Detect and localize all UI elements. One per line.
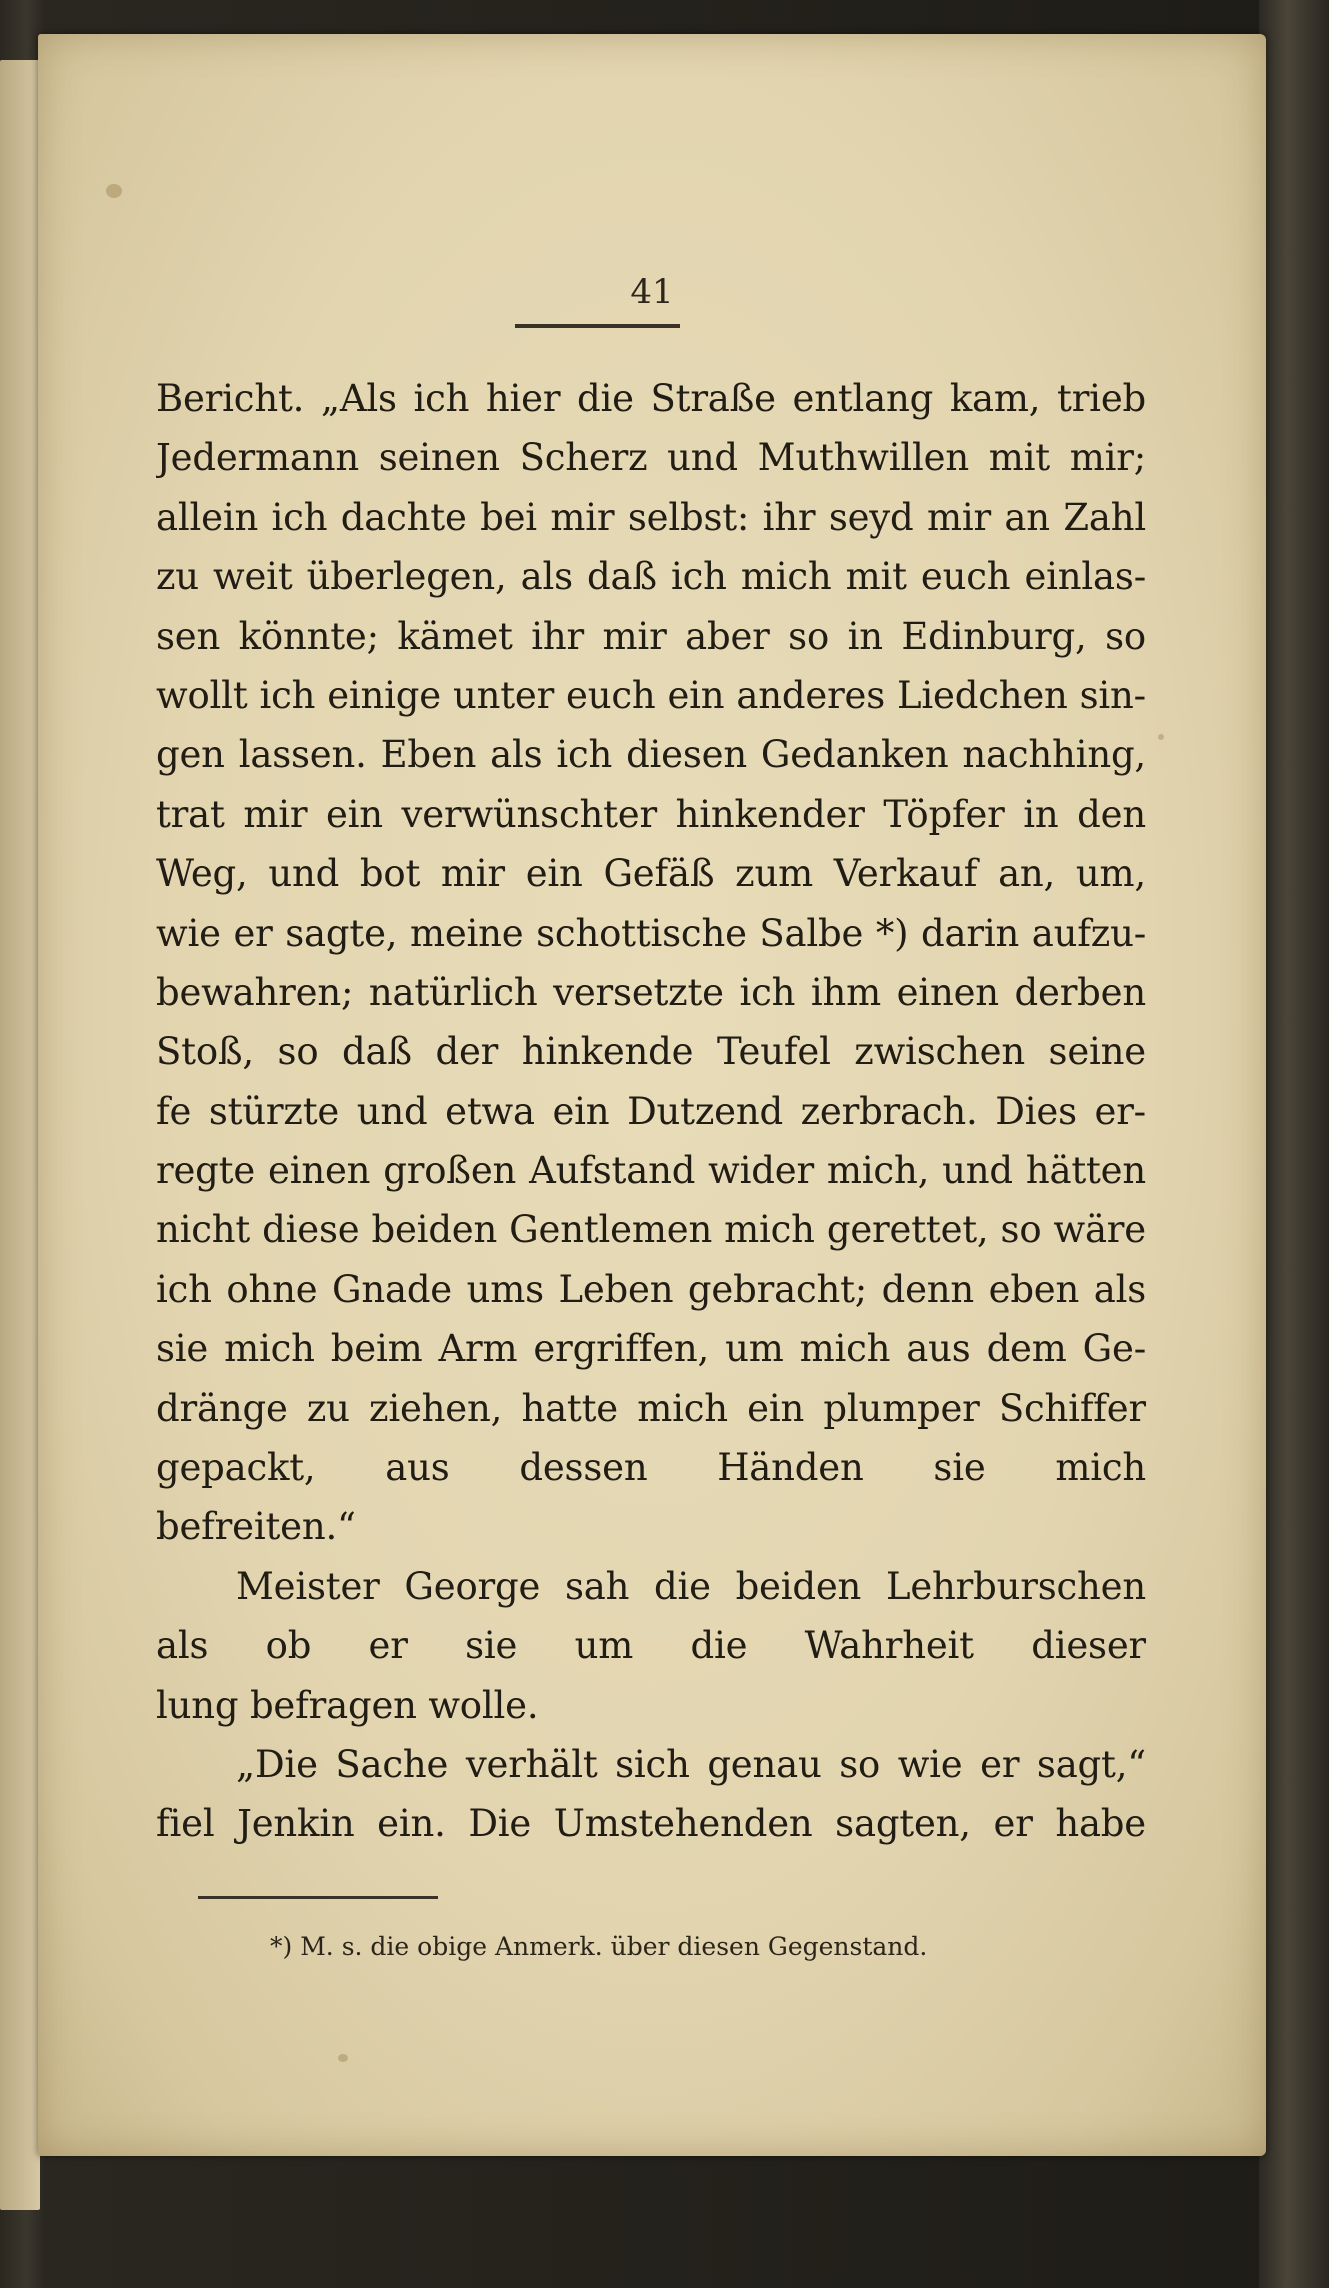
text-line: wie er sagte, meine schottische Salbe *) darin aufzu- xyxy=(156,911,1146,955)
text-line: sie mich beim Arm ergriffen, um mich aus dem Ge- xyxy=(156,1327,1146,1371)
text-line: „Die Sache verhält sich genau so wie er sagt,“ xyxy=(236,1742,1146,1786)
paper-stain xyxy=(106,184,122,198)
paper-stain xyxy=(1158,734,1164,740)
text-line: allein ich dachte bei mir selbst: ihr seyd mir an Zahl xyxy=(156,495,1146,539)
text-line: Stoß, so daß der hinkende Teufel zwischen seine xyxy=(156,1030,1146,1074)
text-line: dränge zu ziehen, hatte mich ein plumper Schiffer xyxy=(156,1386,1146,1430)
text-line: zu weit überlegen, als daß ich mich mit euch einlas- xyxy=(156,555,1146,599)
header-rule xyxy=(515,324,680,328)
text-line: bewahren; natürlich versetzte ich ihm einen derben xyxy=(156,970,1146,1014)
text-line: befreiten.“ xyxy=(156,1505,356,1549)
facing-page-edge xyxy=(0,60,40,2210)
text-line: regte einen großen Aufstand wider mich, und hätten xyxy=(156,1149,1146,1193)
text-line: als ob er sie um die Wahrheit dieser xyxy=(156,1624,1146,1668)
text-line: lung befragen wolle. xyxy=(156,1683,539,1727)
text-line: trat mir ein verwünschter hinkender Töpfer in den xyxy=(156,792,1146,836)
text-line: fiel Jenkin ein. Die Umstehenden sagten, er habe xyxy=(156,1802,1146,1846)
text-line: gepackt, aus dessen Händen sie mich xyxy=(156,1446,1146,1490)
body-text xyxy=(156,369,1146,1854)
footnote-rule xyxy=(198,1896,438,1899)
text-line: Meister George sah die beiden Lehrburschen xyxy=(236,1564,1146,1608)
paper-stain xyxy=(338,2054,348,2062)
page-sheet xyxy=(38,34,1266,2156)
text-line: Bericht. „Als ich hier die Straße entlang kam, trieb xyxy=(156,377,1146,420)
footnote: *) M. s. die obige Anmerk. über diesen Gegenstand. xyxy=(270,1932,928,1961)
text-line: Weg, und bot mir ein Gefäß zum Verkauf an, um, xyxy=(156,852,1146,896)
text-line: nicht diese beiden Gentlemen mich gerettet, so wäre xyxy=(156,1208,1146,1252)
text-line: wollt ich einige unter euch ein anderes Liedchen sin- xyxy=(156,673,1146,717)
text-line: fe stürzte und etwa ein Dutzend zerbrach. Dies er- xyxy=(156,1089,1146,1133)
text-line: sen könnte; kämet ihr mir aber so in Edinburg, so xyxy=(156,614,1146,658)
text-line: ich ohne Gnade ums Leben gebracht; denn eben als xyxy=(156,1267,1146,1311)
page-number: 41 xyxy=(630,272,674,312)
text-line: gen lassen. Eben als ich diesen Gedanken nachhing, xyxy=(156,733,1146,777)
book-cover-edge xyxy=(1259,0,1329,2288)
text-line: Jedermann seinen Scherz und Muthwillen mit mir; xyxy=(156,436,1146,480)
